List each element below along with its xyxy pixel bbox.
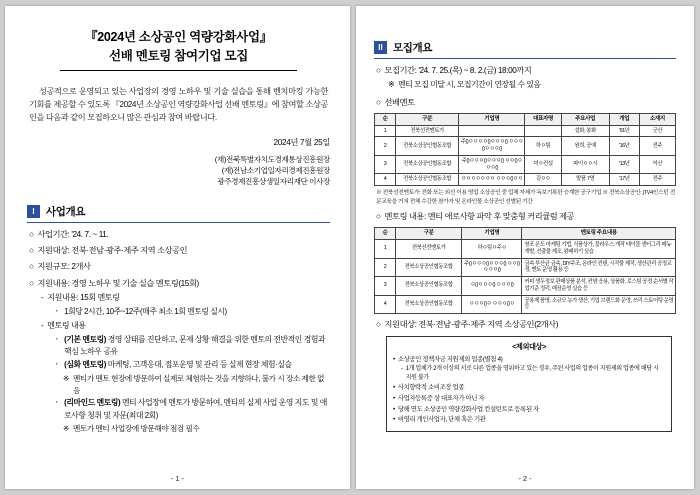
exclusion-box (386, 336, 672, 432)
exclusion-item-text: 사업자등록증 상 대표자가 아닌 자 (397, 395, 485, 403)
page-number-right: - 2 - (518, 474, 532, 483)
bullet-marker: - (41, 292, 44, 302)
list-item (376, 64, 676, 77)
exclusion-item (393, 394, 665, 404)
list-item (29, 277, 330, 290)
sub-list-item-body: 멘티 사업장에 멘토가 방문하여, 멘티의 실제 사업 운영 지도 및 애로사항 청취 및 자문(최대 2회) (64, 398, 327, 420)
column-header: 기업명 (462, 228, 522, 240)
table-row (375, 137, 676, 156)
note-text: 멘티가 멘토 현장에 방문하여 실제로 체험하는 것을 지향하나, 불가 시 장소 제한 없음 (72, 373, 325, 395)
cell: 주()ㅇㅇㅇㅇ()ㅇㅇㅇ() ㅇㅇㅇ()ㅇㅇㅇ() (459, 137, 525, 156)
bullet-marker: • (393, 416, 395, 424)
list-item (29, 260, 330, 273)
sub-list-item (41, 292, 330, 305)
bullet-marker: ○ (29, 278, 34, 288)
exclusion-item (393, 405, 665, 415)
bullet-marker: ○ (376, 97, 381, 107)
column-header: 순 (375, 228, 396, 240)
section-1-header (27, 204, 330, 219)
bullet-marker: ○ (376, 66, 381, 75)
column-header: 순 (375, 113, 396, 125)
table-row (375, 155, 676, 174)
table-row (375, 125, 676, 137)
section-2-number: II (374, 41, 387, 54)
bullet-marker: ○ (29, 229, 34, 239)
table-row (375, 240, 676, 259)
note-text: 멘티 모집 미달 시, 모집기간이 연장될 수 있음 (398, 80, 541, 90)
cell: 전북소상공인협동조합 (396, 295, 462, 314)
cell: '91년 (609, 125, 639, 137)
cell: 2 (375, 137, 396, 156)
mentor-table (374, 113, 676, 186)
cell: 2 (375, 258, 396, 277)
note-marker: ※ (63, 373, 69, 383)
list-item (376, 210, 676, 223)
list-item-text: 지원규모: 2개사 (37, 262, 91, 272)
cell: ㅇㅇㅇ()ㅇ ㅇㅇㅇ()ㅇ (462, 295, 522, 314)
note-item (63, 423, 330, 435)
exclusion-item-text: 당해 연도 소상공인 역량강화사업 컨설턴트로 등록된 자 (397, 405, 539, 413)
cell: 금속 부산균 금속, DIY주조, 온라인 컨텐, 시작물 제작, 생산관리 공정교정, 멘토 운영 활용 등 (522, 258, 676, 277)
sub-list-item-text: 1회당 2시간, 10주~12주(매주 최소 1회 멘토링 실시) (64, 306, 227, 316)
list-item-text: 모집기간: '24. 7. 25.(목) ~ 8. 2.(금) 18:00까지 (384, 66, 532, 75)
doc-title-line2: 선배 멘토링 참여기업 모집 (108, 49, 249, 64)
section-2-title: 모집개요 (393, 42, 432, 54)
cell: 4 (375, 295, 396, 314)
cell (525, 125, 561, 137)
org-item: 광주경제진흥상생일자리재단 이사장 (217, 177, 330, 187)
list-item-text: 지원대상: 전북·전남·광주·제주 지역 소상공인 (37, 246, 188, 256)
bullet-marker: ㆍ (53, 334, 61, 344)
table-row (375, 258, 676, 277)
cell: 1 (375, 240, 396, 259)
cell: 전북소상공인협동조합 (396, 277, 462, 296)
column-header: 기업명 (459, 113, 525, 125)
exclusion-item-text: 사치향락적 소비조장 업종 (397, 384, 465, 392)
cell: ㅇㅇㅇㅇㅇㅇㅇ ㅇㅇㅇ()ㅇㅇ (459, 174, 525, 186)
section-1-title: 사업개요 (46, 205, 85, 218)
exclusion-box-title: <제외대상> (512, 342, 546, 352)
sub-list-item (53, 397, 330, 422)
doc-date: 2024년 7월 25일 (273, 137, 330, 147)
cell: 군산 (639, 125, 675, 137)
intro-paragraph: 성공적으로 운영되고 있는 사업장의 경영 노하우 및 기술 실습을 통해 벤치마킹 가능한 기회를 제공할 수 있도록 『2024년 소상공인 역량강화사업 선배 멘토링』에 참여할 소상공인을 다음과 같이 모집하오니 많은 관심과 참여 바랍니다. (29, 86, 328, 123)
note-item (63, 373, 330, 397)
note-item (388, 79, 676, 91)
cell: 3 (375, 277, 396, 296)
sub-list-item-text (64, 359, 330, 371)
note-marker: ※ (388, 80, 395, 90)
note-marker: ※ (63, 423, 69, 433)
bullet-marker: • (393, 356, 395, 364)
cell: 1 (375, 125, 396, 137)
column-header: 대표자명 (525, 113, 561, 125)
list-item (29, 228, 330, 241)
doc-title (27, 28, 330, 71)
sub-list-item-text: 지원내용: 15회 멘토링 (47, 292, 120, 302)
table-header-row (375, 228, 676, 240)
list-item (376, 96, 676, 109)
bullet-marker: ○ (29, 262, 34, 272)
cell: 전주 (639, 174, 675, 186)
org-item: (재)전북특별자치도경제통상진흥원장 (214, 154, 330, 164)
curriculum-table (374, 227, 676, 314)
sub-list-item (53, 334, 330, 359)
cell: 주()ㅇㅇㅇ()ㅇㅇㅇ() ㅇㅇ()ㅇㅇㅇ() (459, 155, 525, 174)
cell: ㅇ()ㅇㅇㅇ() ㅇㅇㅇ() (462, 277, 522, 296)
exclusion-item-text: 소상공인 정책자금 지원제외 업종(별첨 4) (397, 356, 503, 364)
cell: 전주 (639, 137, 675, 156)
section-1-number: I (27, 205, 40, 218)
sub-list-item-body: 경영 상태를 진단하고, 문제 상황 해결을 위한 멘토의 전반적인 경험과 핵심 노하우 공유 (64, 334, 326, 357)
list-item (29, 244, 330, 257)
list-item-text: 지원내용: 경영 노하우 및 기술 실습 멘토링(15회) (37, 278, 199, 288)
bullet-marker: • (393, 405, 395, 413)
cell (459, 125, 525, 137)
bullet-marker: - (41, 321, 44, 330)
bullet-marker: ○ (376, 211, 381, 221)
bullet-marker: ㆍ (53, 360, 61, 370)
bullet-marker: ㆍ (53, 398, 61, 408)
emphasis-label: (기본 멘토링) (64, 334, 106, 344)
mentor-table-note: ※ 전북선전멘토가: 전화 또는 외선 이용 영업 소상공인 중 업체 자체가 독보기록한 승계한 공구기업 ※ 전북소상공인: jTV4인스턴 전문교육을 거쳐 전체 수강한 참가자 및 온라인몰 소상공인 선별된 기간 (376, 190, 675, 205)
org-item: (재)전남소기업일자리경제진흥원장 (221, 165, 330, 175)
column-header: 소재지 (639, 113, 675, 125)
column-header: 구분 (396, 228, 462, 240)
cell: 주()ㅇㅇㅇ()ㅇㅇㅇ() ㅇㅇ()ㅇㅇㅇ() (462, 258, 522, 277)
sub-list-item-text: 멘토링 내용 (47, 321, 86, 330)
cell: 원희, 공예 (561, 137, 609, 156)
cell: 전북소상공인협동조합 (396, 137, 459, 156)
list-item-text: 지원대상: 전북·전남·광주·제주 지역 소상공인(2개사) (384, 320, 559, 330)
cell: 설화, 봉화 (561, 125, 609, 137)
exclusion-item-text: 비영리 개인사업자, 단체 혹은 기관 (397, 416, 486, 424)
bullet-marker: ○ (376, 320, 381, 330)
section-2-header (374, 40, 676, 55)
column-header: 멘토링 주요내용 (522, 228, 676, 240)
note-text: 멘토가 멘티 사업장에 방문해야 점검 필수 (72, 423, 200, 433)
cell: 하ㅇ팀 (525, 137, 561, 156)
page-number-left: - 1 - (170, 474, 185, 483)
cell: '17년 (609, 174, 639, 186)
exclusion-subitem-text: 1개 업체가 2개 이상의 서로 다른 업종을 영위하고 있는 경우, 주된 사업의 업종이 지원제외 업종에 해당 시 지원 불가 (405, 364, 659, 381)
sub-list-item-text (64, 397, 330, 422)
cell: '16년 (609, 137, 639, 156)
emphasis-label: (리마인드 멘토링) (64, 398, 121, 408)
emphasis-label: (심화 멘토링) (64, 360, 106, 370)
cell: 전북소상공인협동조합 (396, 258, 462, 277)
cell: 미ㅇ컨설 (525, 155, 561, 174)
cell: 파이ㅇㅇ시 (561, 155, 609, 174)
cell: 전북선전멘토가 (396, 240, 462, 259)
table-row (375, 174, 676, 186)
cell: '13년 (609, 155, 639, 174)
exclusion-item (393, 415, 665, 425)
column-header: 주요사업 (561, 113, 609, 125)
list-item-text: 사업기간: '24. 7. ~ 11. (37, 229, 109, 239)
cell: 공용제 품명, 소규모 농가 생산, 기업 브랜드화 운영, 쓰리 스토어팅 운영 등 (522, 295, 676, 314)
column-header: 구분 (396, 113, 459, 125)
bullet-marker: ○ (29, 246, 34, 256)
bullet-marker: ㆍ (53, 306, 61, 316)
section-1-rule (27, 222, 330, 223)
cell: 커피 생두정보 판매상품 분석, 컨텐 응용, 상품화, 로스팅 공정 순서별 작업기준 정리, 매장운영 실습 등 (522, 277, 676, 296)
page-right (356, 6, 694, 489)
bullet-marker: • (393, 395, 395, 403)
list-item (376, 318, 676, 331)
section-2-rule (374, 58, 676, 59)
list-item-text: 선배멘토 (384, 97, 415, 107)
cell: 전북선전멘토가 (396, 125, 459, 137)
cell: 하ㅇ팀ㅇ주ㅇ (462, 240, 522, 259)
org-list (27, 154, 330, 188)
cell: 김ㅇㅇ (525, 174, 561, 186)
table-row (375, 277, 676, 296)
sub-list-item (41, 320, 330, 333)
title-underline (60, 70, 296, 71)
cell: 창포 온도 마케팅 기법, 식품상가, 블라우스 개작 테이블 센터그리 메뉴개발, 선출물 제조, 왕래하기 실습 (522, 240, 676, 259)
cell: 3 (375, 155, 396, 174)
doc-title-line1: 『2024년 소상공인 역량강화사업』 (85, 30, 272, 44)
table-header-row (375, 113, 676, 125)
sub-list-item (53, 306, 330, 318)
list-item-text: 멘토링 내용: 멘티 애로사항 파악 후 맞춤형 커리큘럼 제공 (384, 211, 575, 221)
sub-list-item (53, 359, 330, 371)
table-row (375, 295, 676, 314)
bullet-marker: - (401, 364, 403, 372)
bullet-marker: • (393, 384, 395, 392)
cell: 익산 (639, 155, 675, 174)
exclusion-subitem (401, 365, 665, 383)
cell: 4 (375, 174, 396, 186)
cell: 발품 7명 (561, 174, 609, 186)
sub-list-item-text (64, 334, 330, 359)
exclusion-item (393, 383, 665, 393)
cell: 전북소상공인협동조합 (396, 155, 459, 174)
sub-list-item-body: 마케팅, 고객응대, 점포운영 및 관리 등 실제 현장 체험·실습 (107, 360, 292, 370)
exclusion-item (393, 355, 665, 365)
cell: 전북소상공인협동조합 (396, 174, 459, 186)
column-header: 개업 (609, 113, 639, 125)
page-left (5, 6, 350, 489)
